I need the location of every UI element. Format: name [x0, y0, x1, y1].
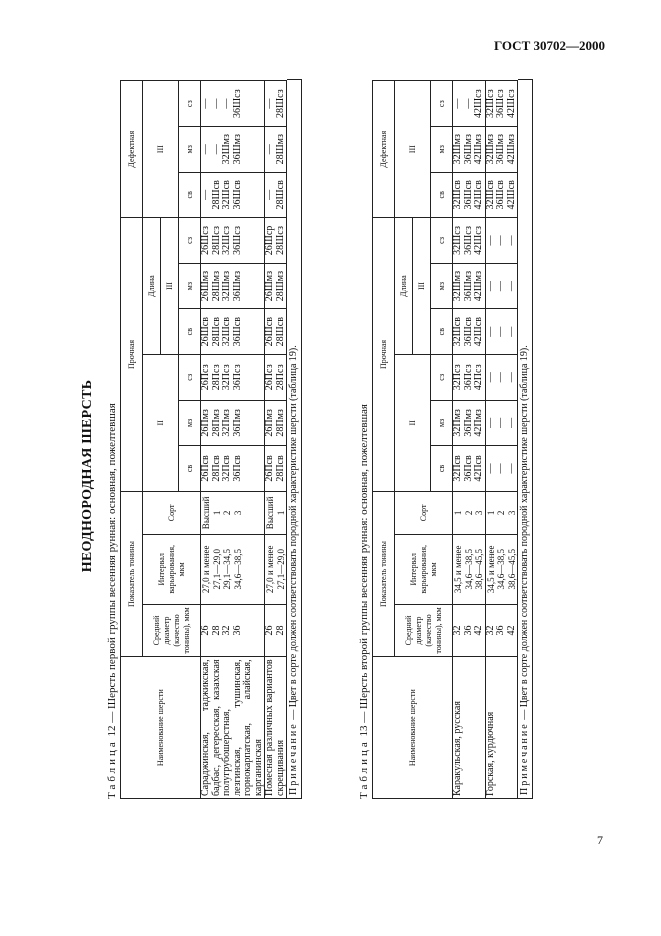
- dsv-value: 32Шсв: [452, 180, 463, 210]
- col-strong: Прочная: [121, 218, 143, 492]
- interval-cell: [201, 535, 265, 605]
- s2sz-value: 28Псз: [210, 364, 222, 391]
- col-sz: сз: [179, 81, 201, 127]
- s2sv-value: 26Псв: [264, 455, 275, 482]
- grade-cell: [201, 491, 265, 534]
- s3sz-value: 36Шсз: [462, 226, 474, 255]
- interval-value: 29,1—34,5: [222, 549, 232, 590]
- grade-value: Высший: [201, 496, 211, 530]
- col-mz: мз: [179, 126, 201, 172]
- table-13-caption: Таблица 13 — Шерсть второй группы весенняя рунная: основная, пожелтевшая: [358, 404, 370, 799]
- dsv-value: 42Шсв: [505, 180, 517, 210]
- s3sz-value: 32Шсз: [221, 226, 232, 255]
- wool-name-cell: Помесная различных вариантов скрещивания: [265, 657, 287, 799]
- s2sv-value: 36Псв: [231, 455, 243, 482]
- grade-value: Высший: [265, 496, 275, 530]
- dsv-value: 32Шсв: [221, 180, 232, 210]
- s3sz-value: 36Шсз: [231, 226, 243, 255]
- wool-name-cell: Каракульская, русская: [453, 657, 486, 799]
- interval-value: 27,0 и менее: [265, 545, 275, 594]
- s2sz-value: 26Псз: [200, 364, 211, 391]
- grade-value: 1: [275, 510, 286, 516]
- grade-value: 1: [485, 510, 496, 516]
- dsv-value: 32Шсв: [484, 180, 496, 210]
- dsv-value: —: [200, 189, 211, 200]
- s2sv-cell: [265, 446, 287, 492]
- dsz-value: 28Шсз: [274, 89, 286, 118]
- dmz-value: —: [264, 144, 275, 155]
- diam-value: 42: [505, 625, 517, 636]
- dmz-value: 36Шмз: [495, 134, 506, 165]
- grade-value: 3: [506, 510, 517, 516]
- dsv-cell: [453, 172, 486, 218]
- s3mz-value: 28Шмз: [210, 270, 222, 302]
- grade-value: 2: [222, 510, 232, 516]
- wool-name-cell: Сараджинская, таджикская, бадбас, дегересская, казахская полугрубошерстная, лезгинская, тушинская, горнокарпатская, алайская, карганинская: [201, 657, 265, 799]
- grade-cell: [265, 491, 287, 534]
- s2mz-value: 36Пмз: [231, 409, 243, 437]
- standard-number: ГОСТ 30702—2000: [493, 38, 605, 53]
- dsz-value: —: [221, 98, 232, 109]
- dsz-value: —: [452, 98, 463, 109]
- s2mz-cell: [265, 400, 287, 446]
- s3sv-cell: [265, 309, 287, 355]
- dsz-value: —: [210, 98, 222, 109]
- col-mz: мз: [179, 400, 201, 446]
- dsz-value: 42Шсз: [505, 89, 517, 118]
- interval-cell: [485, 535, 518, 605]
- col-mz: мз: [431, 400, 453, 446]
- dsz-value: —: [264, 98, 275, 109]
- col-strong: Прочная: [373, 218, 395, 492]
- s3sv-value: 32Шсв: [452, 317, 463, 347]
- s3sz-value: —: [495, 235, 506, 246]
- section-title: НЕОДНОРОДНАЯ ШЕРСТЬ: [80, 379, 95, 573]
- col-sv: св: [179, 309, 201, 355]
- col-sz: сз: [431, 81, 453, 127]
- table-12-note: Примечание — Цвет в сорте должен соответствовать породной характеристике шерсти (таблица 19).: [287, 79, 302, 799]
- page-number: 7: [597, 833, 603, 847]
- col-sz: сз: [179, 354, 201, 400]
- grade-value: 1: [453, 510, 463, 516]
- s3mz-value: 32Шмз: [221, 270, 232, 302]
- dsz-cell: [265, 81, 287, 127]
- col-grade: Сорт: [395, 491, 453, 534]
- col-mz: мз: [179, 263, 201, 309]
- col-fineness: Показатель тонины: [373, 491, 395, 657]
- s3mz-value: —: [505, 281, 517, 292]
- s3mz-cell: [265, 263, 287, 309]
- s2sv-value: 36Псв: [462, 455, 474, 482]
- grade-value: 1: [211, 510, 222, 516]
- s3mz-cell: [485, 263, 518, 309]
- s3sz-cell: [453, 218, 486, 264]
- s3sz-cell: [201, 218, 265, 264]
- s2sz-cell: [485, 354, 518, 400]
- diam-value: 36: [231, 625, 243, 636]
- table-12-wrapper: [104, 79, 346, 799]
- dmz-cell: [485, 126, 518, 172]
- dsv-value: 36Шсв: [495, 180, 506, 210]
- interval-cell: [265, 535, 287, 605]
- s3sz-value: 26Шсз: [200, 226, 211, 255]
- col-grade: Сорт: [143, 491, 201, 534]
- s3sv-value: 28Шсв: [274, 317, 286, 347]
- table-row: [265, 80, 287, 799]
- dsz-value: 36Шсз: [495, 89, 506, 118]
- s2sz-value: 32Псз: [452, 364, 463, 391]
- s2sv-value: 32Псв: [452, 455, 463, 482]
- col-III: III: [413, 218, 431, 355]
- interval-value: 38,6—45,5: [506, 549, 517, 590]
- s2mz-value: —: [484, 417, 496, 428]
- diam-value: 26: [200, 625, 211, 636]
- col-name: Наименование шерсти: [373, 657, 453, 799]
- dmz-value: 42Шмз: [473, 134, 484, 165]
- s3sz-value: 26Шср: [264, 225, 275, 256]
- col-sz: сз: [179, 218, 201, 264]
- s2mz-value: —: [495, 417, 506, 428]
- dmz-value: —: [200, 144, 211, 155]
- s3mz-value: —: [495, 281, 506, 292]
- dmz-value: 36Шмз: [462, 134, 474, 165]
- dsz-value: —: [462, 98, 474, 109]
- s2sv-value: —: [495, 463, 506, 474]
- s2sz-value: —: [505, 372, 517, 383]
- dmz-value: 32Шмз: [452, 134, 463, 165]
- col-sv: св: [431, 172, 453, 218]
- col-mz: мз: [431, 263, 453, 309]
- s2sz-value: 42Псз: [473, 364, 484, 391]
- s2sz-value: 26Псз: [264, 364, 275, 391]
- diam-cell: [265, 604, 287, 657]
- interval-cell: [453, 535, 486, 605]
- col-mz: мз: [431, 126, 453, 172]
- dmz-value: 28Шмз: [274, 134, 286, 165]
- s2mz-value: 36Пмз: [462, 409, 474, 437]
- dsv-value: 28Шсв: [274, 180, 286, 210]
- diam-value: 32: [484, 625, 496, 636]
- s3sv-cell: [485, 309, 518, 355]
- s2mz-cell: [453, 400, 486, 446]
- dsv-cell: [485, 172, 518, 218]
- s2sz-value: 36Псз: [231, 364, 243, 391]
- s3sv-cell: [201, 309, 265, 355]
- grade-cell: [453, 491, 486, 534]
- s3sv-value: 32Шсв: [221, 317, 232, 347]
- col-sv: св: [431, 446, 453, 492]
- diam-cell: [485, 604, 518, 657]
- col-def-III: III: [143, 81, 179, 218]
- diam-value: 36: [495, 625, 506, 636]
- col-defective: Дефектная: [121, 81, 143, 218]
- dmz-value: 36Шмз: [231, 134, 243, 165]
- dsv-value: —: [264, 189, 275, 200]
- s3mz-cell: [201, 263, 265, 309]
- s3sz-cell: [485, 218, 518, 264]
- col-sv: св: [179, 172, 201, 218]
- s2sz-value: —: [484, 372, 496, 383]
- s3sv-value: 36Шсв: [462, 317, 474, 347]
- interval-value: 34,6—38,5: [232, 549, 243, 590]
- s3sv-value: —: [484, 326, 496, 337]
- col-sv: св: [431, 309, 453, 355]
- col-sz: сз: [431, 218, 453, 264]
- s2mz-value: 26Пмз: [264, 409, 275, 437]
- interval-value: 27,0 и менее: [201, 545, 211, 594]
- grade-value: 3: [232, 510, 243, 516]
- table-13-wrapper: [356, 79, 599, 799]
- table-12-caption: Таблица 12 — Шерсть первой группы весенняя рунная: основная, пожелтевшая: [106, 403, 118, 799]
- interval-value: 34,6—38,5: [496, 549, 506, 590]
- col-II: II: [143, 354, 179, 491]
- s3sz-value: 28Шсз: [274, 226, 286, 255]
- s2mz-value: 42Пмз: [473, 409, 484, 437]
- dmz-value: —: [210, 144, 222, 155]
- dmz-cell: [265, 126, 287, 172]
- col-mean-diameter: Средний диаметр (качество тонины), мкм: [143, 604, 201, 657]
- grade-value: 2: [496, 510, 506, 516]
- dsz-cell: [485, 81, 518, 127]
- s2sz-value: 28Псз: [274, 364, 286, 391]
- s2sv-cell: [201, 446, 265, 492]
- col-fineness: Показатель тонины: [121, 491, 143, 657]
- col-sz: сз: [431, 354, 453, 400]
- s2sv-value: 42Псв: [473, 455, 484, 482]
- interval-value: 34,5 и менее: [453, 545, 463, 594]
- s3mz-value: 42Шмз: [473, 270, 484, 302]
- diam-value: 36: [462, 625, 474, 636]
- s3sv-cell: [453, 309, 486, 355]
- s2mz-value: 26Пмз: [200, 409, 211, 437]
- s3sv-value: 26Шсв: [200, 317, 211, 347]
- s3mz-value: —: [484, 281, 496, 292]
- diam-value: 28: [274, 625, 286, 636]
- s2sv-cell: [453, 446, 486, 492]
- diam-value: 32: [452, 625, 463, 636]
- col-length: Длина: [395, 218, 413, 355]
- col-sv: св: [179, 446, 201, 492]
- s3mz-value: 26Шмз: [200, 270, 211, 302]
- table-row: [485, 80, 518, 799]
- dmz-cell: [201, 126, 265, 172]
- s2mz-value: 32Пмз: [452, 409, 463, 437]
- s2sz-cell: [201, 354, 265, 400]
- table-row: [201, 80, 265, 799]
- table-12: [120, 79, 287, 799]
- s3sv-value: 26Шсв: [264, 317, 275, 347]
- dsv-cell: [201, 172, 265, 218]
- s2mz-cell: [485, 400, 518, 446]
- diam-cell: [453, 604, 486, 657]
- col-defective: Дефектная: [373, 81, 395, 218]
- s3mz-value: 36Шмз: [462, 270, 474, 302]
- dsz-cell: [453, 81, 486, 127]
- s3mz-value: 32Шмз: [452, 270, 463, 302]
- s3sz-value: 42Шсз: [473, 226, 484, 255]
- s3mz-cell: [453, 263, 486, 309]
- interval-value: 27,1—29,0: [211, 549, 222, 590]
- table-13: [372, 79, 518, 799]
- s3sv-value: 28Шсв: [210, 317, 222, 347]
- dsv-value: 42Шсв: [473, 180, 484, 210]
- interval-value: 38,6—45,5: [474, 549, 484, 590]
- dsv-value: 36Шсв: [462, 180, 474, 210]
- dsv-value: 28Шсв: [210, 180, 222, 210]
- col-III: III: [161, 218, 179, 355]
- grade-value: 3: [474, 510, 484, 516]
- s2sv-value: —: [505, 463, 517, 474]
- table-row: [453, 80, 486, 799]
- dmz-cell: [453, 126, 486, 172]
- s2sv-cell: [485, 446, 518, 492]
- dsz-cell: [201, 81, 265, 127]
- col-interval: Интервал варьирования, мкм: [395, 535, 453, 605]
- s2sv-value: 28Псв: [274, 455, 286, 482]
- wool-name-cell: Горская, курдючная: [485, 657, 518, 799]
- diam-value: 32: [221, 625, 232, 636]
- s2sz-cell: [453, 354, 486, 400]
- s2mz-value: 32Пмз: [221, 409, 232, 437]
- diam-value: 28: [210, 625, 222, 636]
- grade-cell: [485, 491, 518, 534]
- dmz-value: 32Шмз: [221, 134, 232, 165]
- s3sz-value: 32Шсз: [452, 226, 463, 255]
- dsv-cell: [265, 172, 287, 218]
- col-length: Длина: [143, 218, 161, 355]
- s2sv-value: 28Псв: [210, 455, 222, 482]
- dsz-value: 36Шсз: [231, 89, 243, 118]
- s3sv-value: —: [505, 326, 517, 337]
- col-interval: Интервал варьирования, мкм: [143, 535, 201, 605]
- s3mz-value: 26Шмз: [264, 270, 275, 302]
- col-def-III: III: [395, 81, 431, 218]
- s2sz-value: 32Псз: [221, 364, 232, 391]
- col-name: Наименование шерсти: [121, 657, 201, 799]
- s3sv-value: —: [495, 326, 506, 337]
- diam-value: 42: [473, 625, 484, 636]
- diam-value: 26: [264, 625, 275, 636]
- s3mz-value: 36Шмз: [231, 270, 243, 302]
- s2sz-value: 36Псз: [462, 364, 474, 391]
- s3sz-value: 28Шсз: [210, 226, 222, 255]
- s3sz-value: —: [505, 235, 517, 246]
- table-13-note: Примечание — Цвет в сорте должен соответствовать породной характеристике шерсти (таблица 19).: [518, 79, 533, 799]
- col-II: II: [395, 354, 431, 491]
- s3sv-value: 42Шсв: [473, 317, 484, 347]
- s2sv-value: —: [484, 463, 496, 474]
- dmz-value: 42Шмз: [505, 134, 517, 165]
- s3mz-value: 28Шмз: [274, 270, 286, 302]
- s2sz-cell: [265, 354, 287, 400]
- s3sz-cell: [265, 218, 287, 264]
- s2mz-value: 28Пмз: [274, 409, 286, 437]
- s2mz-value: —: [505, 417, 517, 428]
- grade-value: 2: [463, 510, 474, 516]
- dsz-value: 32Шсз: [484, 89, 496, 118]
- dsv-value: 36Шсв: [231, 180, 243, 210]
- s2mz-cell: [201, 400, 265, 446]
- interval-value: 27,1—29,0: [275, 549, 286, 590]
- s2mz-value: 28Пмз: [210, 409, 222, 437]
- s2sv-value: 26Псв: [200, 455, 211, 482]
- s3sv-value: 36Шсв: [231, 317, 243, 347]
- s3sz-value: —: [484, 235, 496, 246]
- interval-value: 34,5 и менее: [485, 545, 496, 594]
- diam-cell: [201, 604, 265, 657]
- interval-value: 34,6—38,5: [463, 549, 474, 590]
- dsz-value: 42Шсз: [473, 89, 484, 118]
- s2sv-value: 32Псв: [221, 455, 232, 482]
- dsz-value: —: [200, 98, 211, 109]
- dmz-value: 32Шмз: [484, 134, 496, 165]
- col-mean-diameter: Средний диаметр (качество тонины), мкм: [395, 604, 453, 657]
- s2sz-value: —: [495, 372, 506, 383]
